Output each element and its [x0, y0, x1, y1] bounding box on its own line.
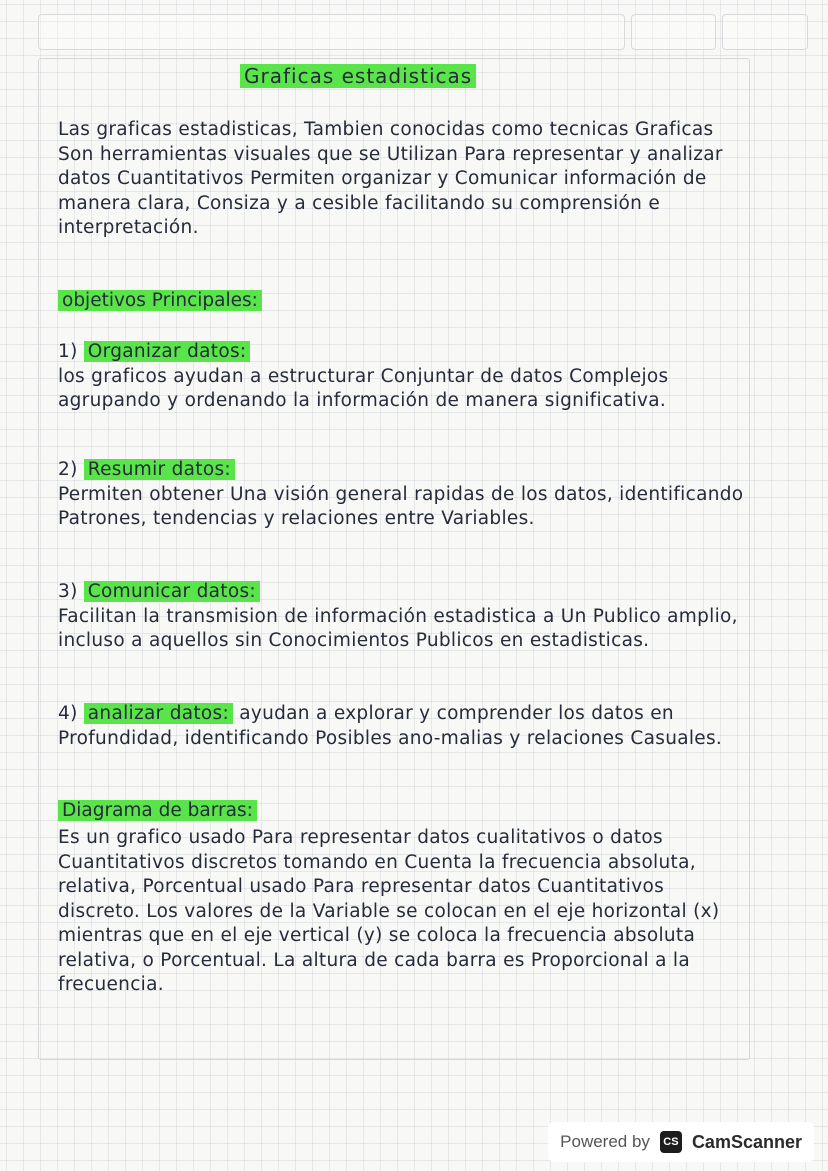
header-box	[38, 14, 625, 50]
bar-chart-heading-text: Diagrama de barras:	[58, 800, 257, 821]
objective-text: Permiten obtener Una visión general rapidas de los datos, identificando Patrones, tendencias y relaciones entre Variables.	[58, 483, 744, 529]
objective-title: analizar datos:	[84, 703, 233, 724]
header-box	[631, 14, 717, 50]
objective-item-4	[58, 702, 748, 751]
objective-title: Resumir datos:	[84, 459, 235, 480]
objective-number: 3)	[58, 581, 78, 602]
powered-by-text: Powered by	[560, 1132, 650, 1151]
intro-paragraph: Las graficas estadisticas, Tambien conocidas como tecnicas Graficas Son herramientas visuales que se Utilizan Para representar y analizar datos Cuantitativos Permiten organizar y Comunicar información de manera clara, Consiza y a cesible facilitando su comprensión e interpretación.	[58, 119, 723, 238]
bar-chart-heading	[58, 800, 257, 821]
objective-number: 1)	[58, 341, 78, 362]
objective-number: 4)	[58, 703, 78, 724]
objective-item-3	[58, 580, 748, 654]
camscanner-brand: CamScanner	[691, 1131, 802, 1152]
objective-number: 2)	[58, 459, 78, 480]
bar-chart-paragraph: Es un grafico usado Para representar datos cualitativos o datos Cuantitativos discretos tomando en Cuenta la frecuencia absoluta, relativa, Porcentual usado Para representar datos Cuantitativos discreto. Los valores de la Variable se colocan en el eje horizontal (x) mientras que en el eje vertical (y) se coloca la frecuencia absoluta relativa, o Porcentual. La altura de cada barra es Proporcional a la frecuencia.	[58, 827, 720, 995]
page-title	[240, 64, 476, 88]
objective-title: Comunicar datos:	[84, 581, 260, 602]
objective-text: ayudan a explorar y comprender los datos en Profundidad, identificando Posibles ano-malias y relaciones Casuales.	[58, 703, 723, 749]
objective-item-1	[58, 340, 748, 414]
objective-title: Organizar datos:	[84, 341, 251, 362]
scanner-watermark	[548, 1122, 814, 1162]
objective-text: Facilitan la transmision de información estadistica a Un Publico amplio, incluso a aquellos sin Conocimientos Publicos en estadisticas.	[58, 605, 738, 651]
header-box	[722, 14, 808, 50]
page-title-text: Graficas estadisticas	[240, 64, 476, 88]
objective-item-2	[58, 458, 748, 532]
objectives-heading-text: objetivos Principales:	[58, 290, 262, 311]
camscanner-logo-icon: CS	[660, 1131, 682, 1153]
header-boxes	[38, 14, 808, 50]
objective-text: los graficos ayudan a estructurar Conjuntar de datos Complejos agrupando y ordenando la información de manera significativa.	[58, 365, 669, 411]
objectives-heading	[58, 290, 262, 311]
